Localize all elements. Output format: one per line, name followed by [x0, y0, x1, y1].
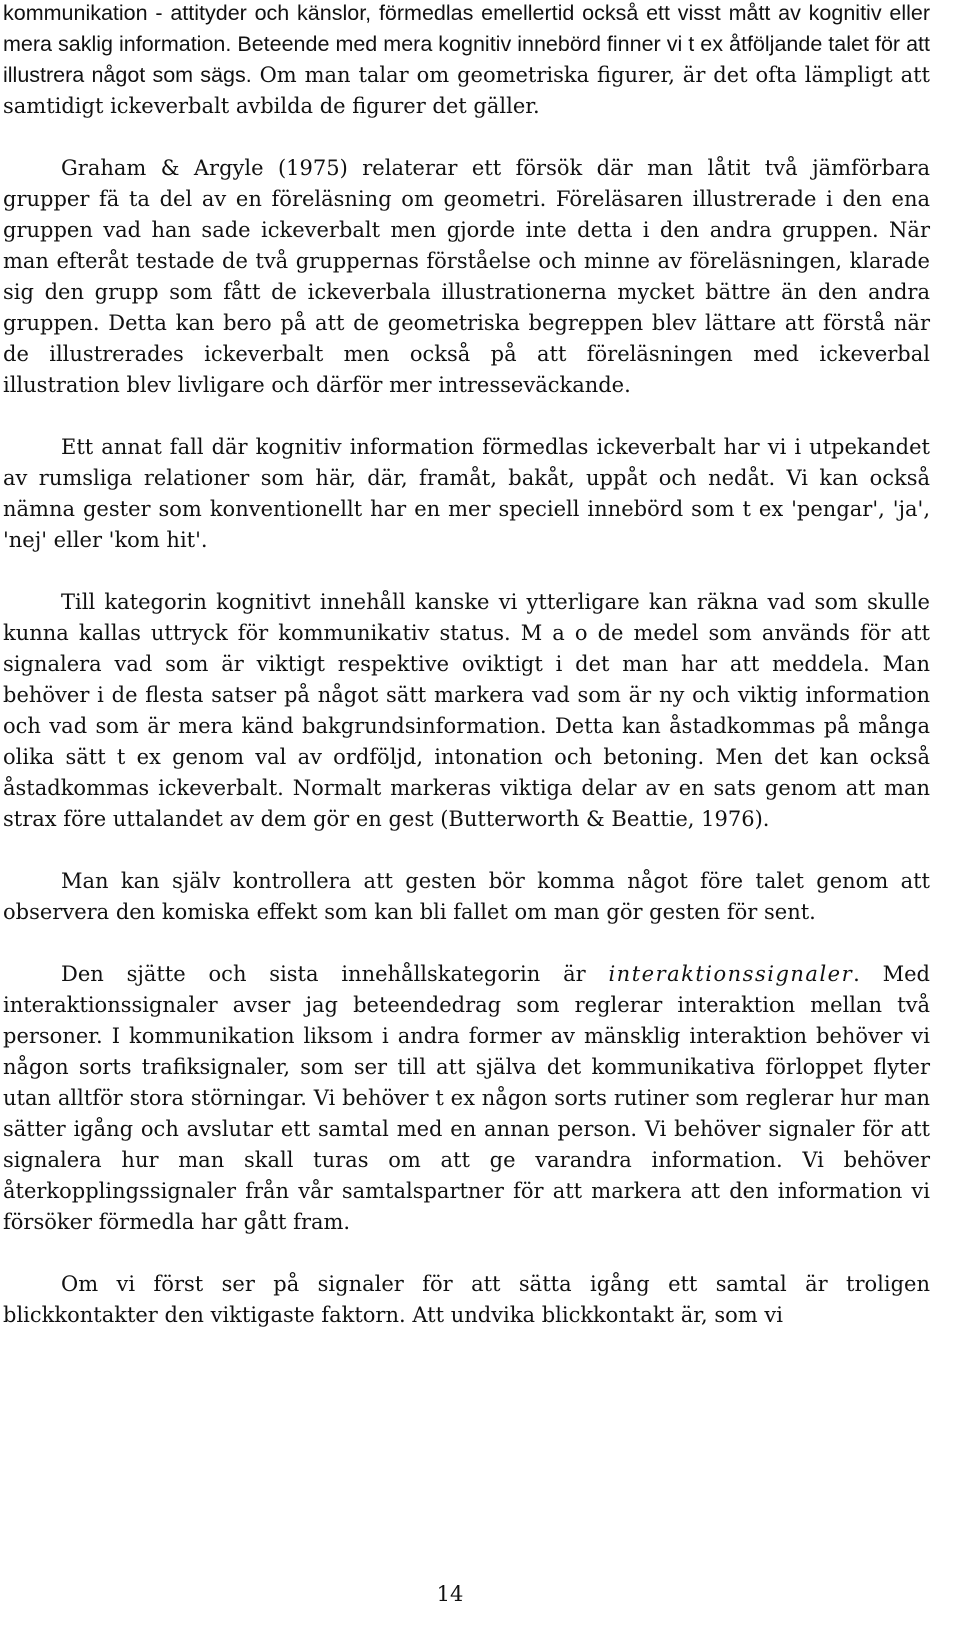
- paragraph-4-text: Till kategorin kognitivt innehåll kanske vi ytterligare kan räkna vad som skulle kunna kallas uttryck för kommunikativ status. M a o de medel som används för att signalera vad som är viktigt respektive oviktigt i det man har att meddela. Man behöver i de flesta satser på något sätt markera vad som är ny och viktig information och vad som är mera känd bakgrundsinformation. Detta kan åstadkommas på många olika sätt t ex genom val av ordföljd, intonation och betoning. Men det kan också åstadkommas ickeverbalt. Normalt markeras viktiga delar av en sats genom att man strax före uttalandet av dem gör en gest (Butterworth & Beattie, 1976).: [3, 590, 930, 831]
- paragraph-6-after: . Med interaktionssignaler avser jag beteendedrag som reglerar interaktion mellan två personer. I kommunikation liksom i andra former av mänsklig interaktion behöver vi någon sorts trafiksignaler, som ser till att själva det kommunikativa förloppet flyter utan alltför stora störningar. Vi behöver t ex någon sorts rutiner som reglerar hur man sätter igång och avslutar ett samtal med en annan person. Vi behöver signaler för att signalera hur man skall turas om att ge varandra information. Vi behöver återkopplingssignaler från vår samtalspartner för att markera att den information vi försöker förmedla har gått fram.: [3, 962, 930, 1234]
- paragraph-3: [3, 432, 930, 556]
- paragraph-2: [3, 153, 930, 401]
- paragraph-7: [3, 1269, 930, 1331]
- paragraph-1: [3, 0, 930, 122]
- paragraph-1-part-a: kommunikation - attityder och känslor, förmedlas emellertid också ett visst mått av kognitiv eller mera saklig information. Beteende med mera kognitiv innebörd finner vi t ex åtföljande talet för att illustrera något som sägs.: [3, 1, 930, 87]
- paragraph-6-before: Den sjätte och sista innehållskategorin är: [61, 962, 609, 986]
- page-number: 14: [436, 1582, 464, 1606]
- paragraph-2-text: Graham & Argyle (1975) relaterar ett försök där man låtit två jämförbara grupper fä ta del av en föreläsning om geometri. Föreläsaren illustrerade i den ena gruppen vad han sade ickeverbalt men gjorde inte detta i den andra gruppen. När man efteråt testade de två gruppernas förståelse och minne av föreläsningen, klarade sig den grupp som fått de ickeverbala illustrationerna mycket bättre än den andra gruppen. Detta kan bero på att de geometriska begreppen blev lättare att förstå när de illustrerades ickeverbalt men också på att föreläsningen med ickeverbal illustration blev livligare och därför mer intresseväckande.: [3, 156, 930, 397]
- paragraph-5-text: Man kan själv kontrollera att gesten bör komma något före talet genom att observera den komiska effekt som kan bli fallet om man gör gesten för sent.: [3, 869, 930, 924]
- paragraph-7-text: Om vi först ser på signaler för att sätta igång ett samtal är troligen blickkontakter den viktigaste faktorn. Att undvika blickkontakt är, som vi: [3, 1272, 930, 1327]
- paragraph-1-part-b: Om man talar om geometriska figurer, är det ofta lämpligt att samtidigt ickeverbalt avbilda de figurer det gäller.: [3, 63, 930, 118]
- paragraph-5: [3, 866, 930, 928]
- paragraph-6: [3, 959, 930, 1238]
- emphasized-term: interaktionssignaler: [608, 962, 854, 986]
- paragraph-4: [3, 587, 930, 835]
- paragraph-3-text: Ett annat fall där kognitiv information förmedlas ickeverbalt har vi i utpekandet av rumsliga relationer som här, där, framåt, bakåt, uppåt och nedåt. Vi kan också nämna gester som konventionellt har en mer speciell innebörd som t ex 'pengar', 'ja', 'nej' eller 'kom hit'.: [3, 435, 930, 552]
